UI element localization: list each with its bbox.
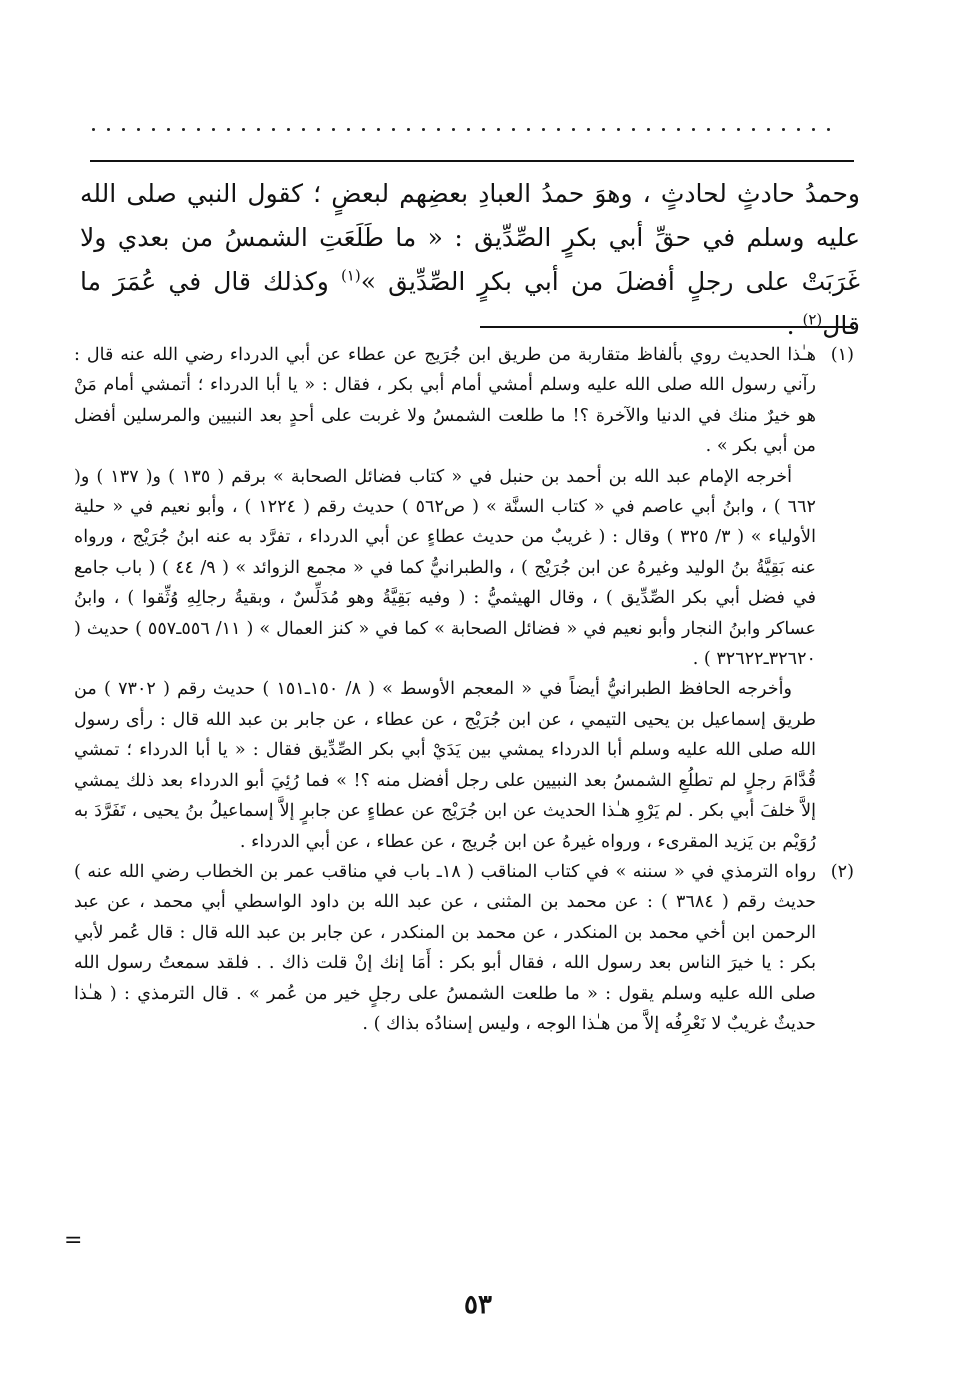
dot	[302, 128, 305, 131]
dot	[782, 128, 785, 131]
dot	[482, 128, 485, 131]
dot	[257, 128, 260, 131]
dot	[587, 128, 590, 131]
dot	[707, 128, 710, 131]
dot	[647, 128, 650, 131]
main-text-part-2: وكذلك قال في عُمَرَ ما قال	[80, 267, 860, 340]
dot	[137, 128, 140, 131]
footnote-rule	[480, 326, 854, 328]
footnote-paragraph: هـٰذا الحديث روي بألفاظ متقاربة من طريق ابن جُرَيج عن عطاء عن أبي الدرداء رضي الله عنه قال : رآني رسول الله صلى الله عليه وسلم أمشي أمام أبي بكر ، فقال : « يا أبا الدرداء ؛ أتمشي أمام مَنْ هو خيرٌ منك في الدنيا والآخرة ؟! ما طلعت الشمسُ ولا غربت على أحدٍ بعد النبيين والمرسلين أفضل من أبي بكر » .	[74, 345, 816, 457]
main-text-part-1: وحمدُ حادثٍ لحادثٍ ، وهوَ حمدُ العبادِ بعضِهم لبعضٍ ؛ كقول النبي صلى الله عليه وسلم في حقِّ أبي بكرٍ الصِّدِّيق : « ما طَلَعَتِ الشمسُ من بعدي ولا غَرَبَتْ على رجلٍ أفضلَ من أبي بكرٍ الصِّدِّيق »	[80, 179, 861, 296]
dot	[407, 128, 410, 131]
dot	[767, 128, 770, 131]
footnote-2	[74, 857, 856, 1039]
dot	[602, 128, 605, 131]
footnote-paragraph: أخرجه الإمام عبد الله بن أحمد بن حنبل في « كتاب فضائل الصحابة » برقم ( ١٣٥ ) و( ١٣٧ ) و( ٦٦٢ ) ، وابنُ أبي عاصم في « كتاب السنَّة » ( ص٥٦٢ ) حديث رقم ( ١٢٢٤ ) ، وأبو نعيم في « حلية الأولياء » ( ٣/ ٣٢٥ ) وقال : ( غريبٌ من حديث عطاءٍ عن أبي الدرداء ، تفرَّد به عنه ابنُ جُرَيْج ، ورواه عنه بَقِيَّةُ بنُ الوليد وغيرهُ عن ابن جُرَيْج ) ، والطبرانيُّ كما في « مجمع الزوائد » ( ٩/ ٤٤ ) ( باب جامع في فضل أبي بكر الصِّدِّيق ) ، وقال الهيثميُّ : ( وفيه بَقِيَّةُ وهو مُدَلِّسٌ ، وبقيةُ رجالِهِ وُثِّقوا ) ، وابنُ عساكر وابنُ النجار وأبو نعيم في « فضائل الصحابة » كما في « كنز العمال » ( ١١/ ٥٥٦ـ٥٥٧ ) حديث ( ٣٢٦٢٠ـ٣٢٦٢٢ ) .	[74, 466, 816, 670]
dot	[632, 128, 635, 131]
footnote-ref-2[interactable]: (٢)	[802, 310, 823, 329]
dot	[122, 128, 125, 131]
dot	[452, 128, 455, 131]
dot	[797, 128, 800, 131]
dot	[692, 128, 695, 131]
dot	[317, 128, 320, 131]
dot	[512, 128, 515, 131]
dot	[197, 128, 200, 131]
dot	[827, 128, 830, 131]
dot	[152, 128, 155, 131]
footnote-number: (١)	[830, 345, 854, 365]
continuation-mark: =	[64, 1228, 83, 1253]
dot	[722, 128, 725, 131]
dot	[377, 128, 380, 131]
dot	[272, 128, 275, 131]
footnotes	[74, 340, 856, 1039]
main-text	[80, 172, 860, 348]
dot	[287, 128, 290, 131]
dot	[617, 128, 620, 131]
dot	[542, 128, 545, 131]
dot	[182, 128, 185, 131]
dot	[422, 128, 425, 131]
dot	[527, 128, 530, 131]
header-rule	[90, 160, 854, 162]
dot	[677, 128, 680, 131]
dot	[572, 128, 575, 131]
dot	[737, 128, 740, 131]
footnote-1	[74, 340, 856, 857]
main-text-part-3: .	[786, 311, 803, 340]
dot	[557, 128, 560, 131]
footnote-paragraph: وأخرجه الحافظ الطبرانيُّ أيضاً في « المعجم الأوسط » ( ٨/ ١٥٠ـ١٥١ ) حديث رقم ( ٧٣٠٢ ) من طريق إسماعيل بن يحيى التيمي ، عن ابن جُرَيْج ، عن عطاء ، عن جابر بن عبد الله قال : رأى رسول الله صلى الله عليه وسلم أبا الدرداء يمشي بين يَدَيْ أبي بكر الصِّدِّيق فقال : « يا أبا الدرداء ؛ تمشي قُدَّامَ رجلٍ لم تطلُعِ الشمسُ بعد النبيين على رجل أفضل منه ؟! » فما رُئِيَ أبو الدرداء بعد ذلك يمشي إلاَّ خلفَ أبي بكر . لم يَرْوِ هـٰذا الحديث عن ابن جُرَيْج عن عطاءٍ عن جابرٍ إلاَّ إسماعيلُ بنُ يحيى ، تَفَرَّدَ به رُوَيْم بن يَزيد المقرىء ، ورواه غيرهُ عن ابن جُريج ، عن عطاء ، عن أبي الدرداء .	[74, 679, 816, 852]
dotted-separator	[92, 116, 856, 128]
dot	[662, 128, 665, 131]
dot	[752, 128, 755, 131]
dot	[167, 128, 170, 131]
dot	[467, 128, 470, 131]
dot	[332, 128, 335, 131]
dot	[347, 128, 350, 131]
dot	[212, 128, 215, 131]
dot	[227, 128, 230, 131]
footnote-paragraph: رواه الترمذي في « سننه » في كتاب المناقب ( ١٨ـ باب في مناقب عمر بن الخطاب رضي الله عنه ) حديث رقم ( ٣٦٨٤ ) : عن محمد بن المثنى ، عن عبد الله بن داود الواسطي أبي محمد ، عن عبد الرحمن ابن أخي محمد بن المنكدر ، عن محمد بن المنكدر ، عن جابر بن عبد الله قال : قال عُمر لأبي بكر : يا خيرَ الناس بعد رسول الله ، فقال أبو بكر : أَمَا إنك إنْ قلت ذاك . . فلقد سمعتُ رسول الله صلى الله عليه وسلم يقول : « ما طلعت الشمسُ على رجلٍ خير من عُمر » . قال الترمذي : ( هـٰذا حديثٌ غريبٌ لا نَعْرِفُه إلاَّ من هـٰذا الوجه ، وليس إسنادُه بذاك ) .	[74, 861, 816, 1034]
dot	[497, 128, 500, 131]
page-number: ٥٣	[464, 1290, 492, 1320]
footnote-ref-1[interactable]: (١)	[340, 266, 361, 285]
footnote-number: (٢)	[830, 861, 854, 882]
dot	[242, 128, 245, 131]
dot	[812, 128, 815, 131]
dot	[107, 128, 110, 131]
dot	[92, 128, 95, 131]
dot	[362, 128, 365, 131]
dot	[437, 128, 440, 131]
dot	[392, 128, 395, 131]
